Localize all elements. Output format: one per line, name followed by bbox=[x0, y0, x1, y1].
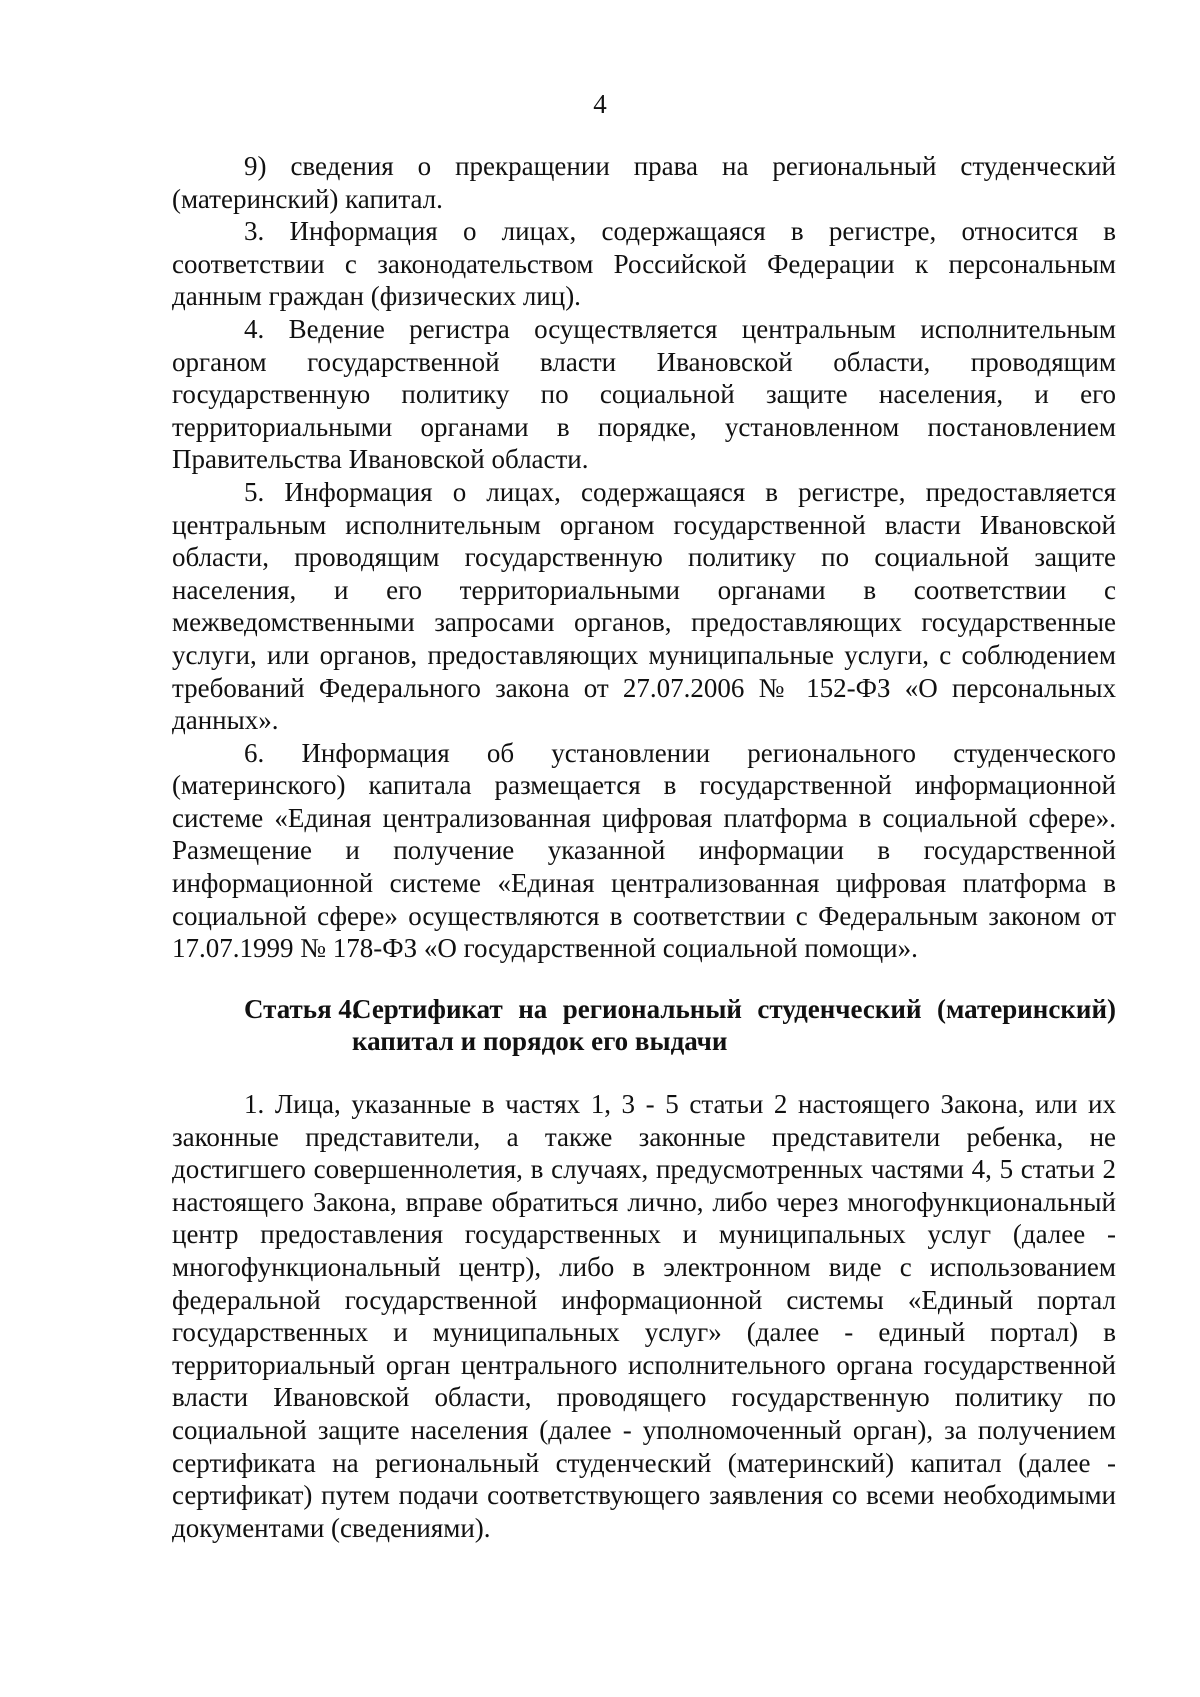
paragraph-article4-section-1: 1. Лица, указанные в частях 1, 3 - 5 статьи 2 настоящего Закона, или их законные представители, а также законные представители ребенка, не достигшего совершеннолетия, в случаях, предусмотренных частями 4, 5 статьи 2 настоящего Закона, вправе обратиться лично, либо через многофункциональный центр предоставления государственных и муниципальных услуг (далее - многофункциональный центр), либо в электронном виде с использованием федеральной государственной информационной системы «Единый портал государственных и муниципальных услуг» (далее - единый портал) в территориальный орган центрального исполнительного органа государственной власти Ивановской области, проводящего государственную политику по социальной защите населения (далее - уполномоченный орган), за получением сертификата на региональный студенческий (материнский) капитал (далее - сертификат) путем подачи соответствующего заявления со всеми необходимыми документами (сведениями). bbox=[172, 1089, 1116, 1543]
document-body bbox=[172, 150, 1116, 1544]
article-heading bbox=[172, 993, 1116, 1058]
paragraph-section-6: 6. Информация об установлении регионального студенческого (материнского) капитала размещается в государственной информационной системе «Единая централизованная цифровая платформа в социальной сфере». Размещение и получение указанной информации в государственной информационной системе «Единая централизованная цифровая платформа в социальной сфере» осуществляются в соответствии с Федеральным законом от 17.07.1999 № 178-ФЗ «О государственной социальной помощи». bbox=[172, 737, 1116, 964]
article-title: Сертификат на региональный студенческий (материнский) капитал и порядок его выдачи bbox=[352, 993, 1116, 1057]
article-number: Статья 4. bbox=[244, 993, 359, 1024]
paragraph-section-5: 5. Информация о лицах, содержащаяся в регистре, предоставляется центральным исполнительным органом государственной власти Ивановской области, проводящим государственную политику по социальной защите населения, и его территориальными органами в соответствии с межведомственными запросами органов, предоставляющих государственные услуги, или органов, предоставляющих муниципальные услуги, с соблюдением требований Федерального закона от 27.07.2006 № 152-ФЗ «О персональных данных». bbox=[172, 476, 1116, 736]
paragraph-section-3: 3. Информация о лицах, содержащаяся в регистре, относится в соответствии с законодательством Российской Федерации к персональным данным граждан (физических лиц). bbox=[172, 216, 1116, 312]
paragraph-item-9: 9) сведения о прекращении права на региональный студенческий (материнский) капитал. bbox=[172, 151, 1116, 214]
page-number: 4 bbox=[593, 89, 607, 119]
paragraph-section-4: 4. Ведение регистра осуществляется центральным исполнительным органом государственной власти Ивановской области, проводящим государственную политику по социальной защите населения, и его территориальными органами в порядке, установленном постановлением Правительства Ивановской области. bbox=[172, 313, 1116, 475]
